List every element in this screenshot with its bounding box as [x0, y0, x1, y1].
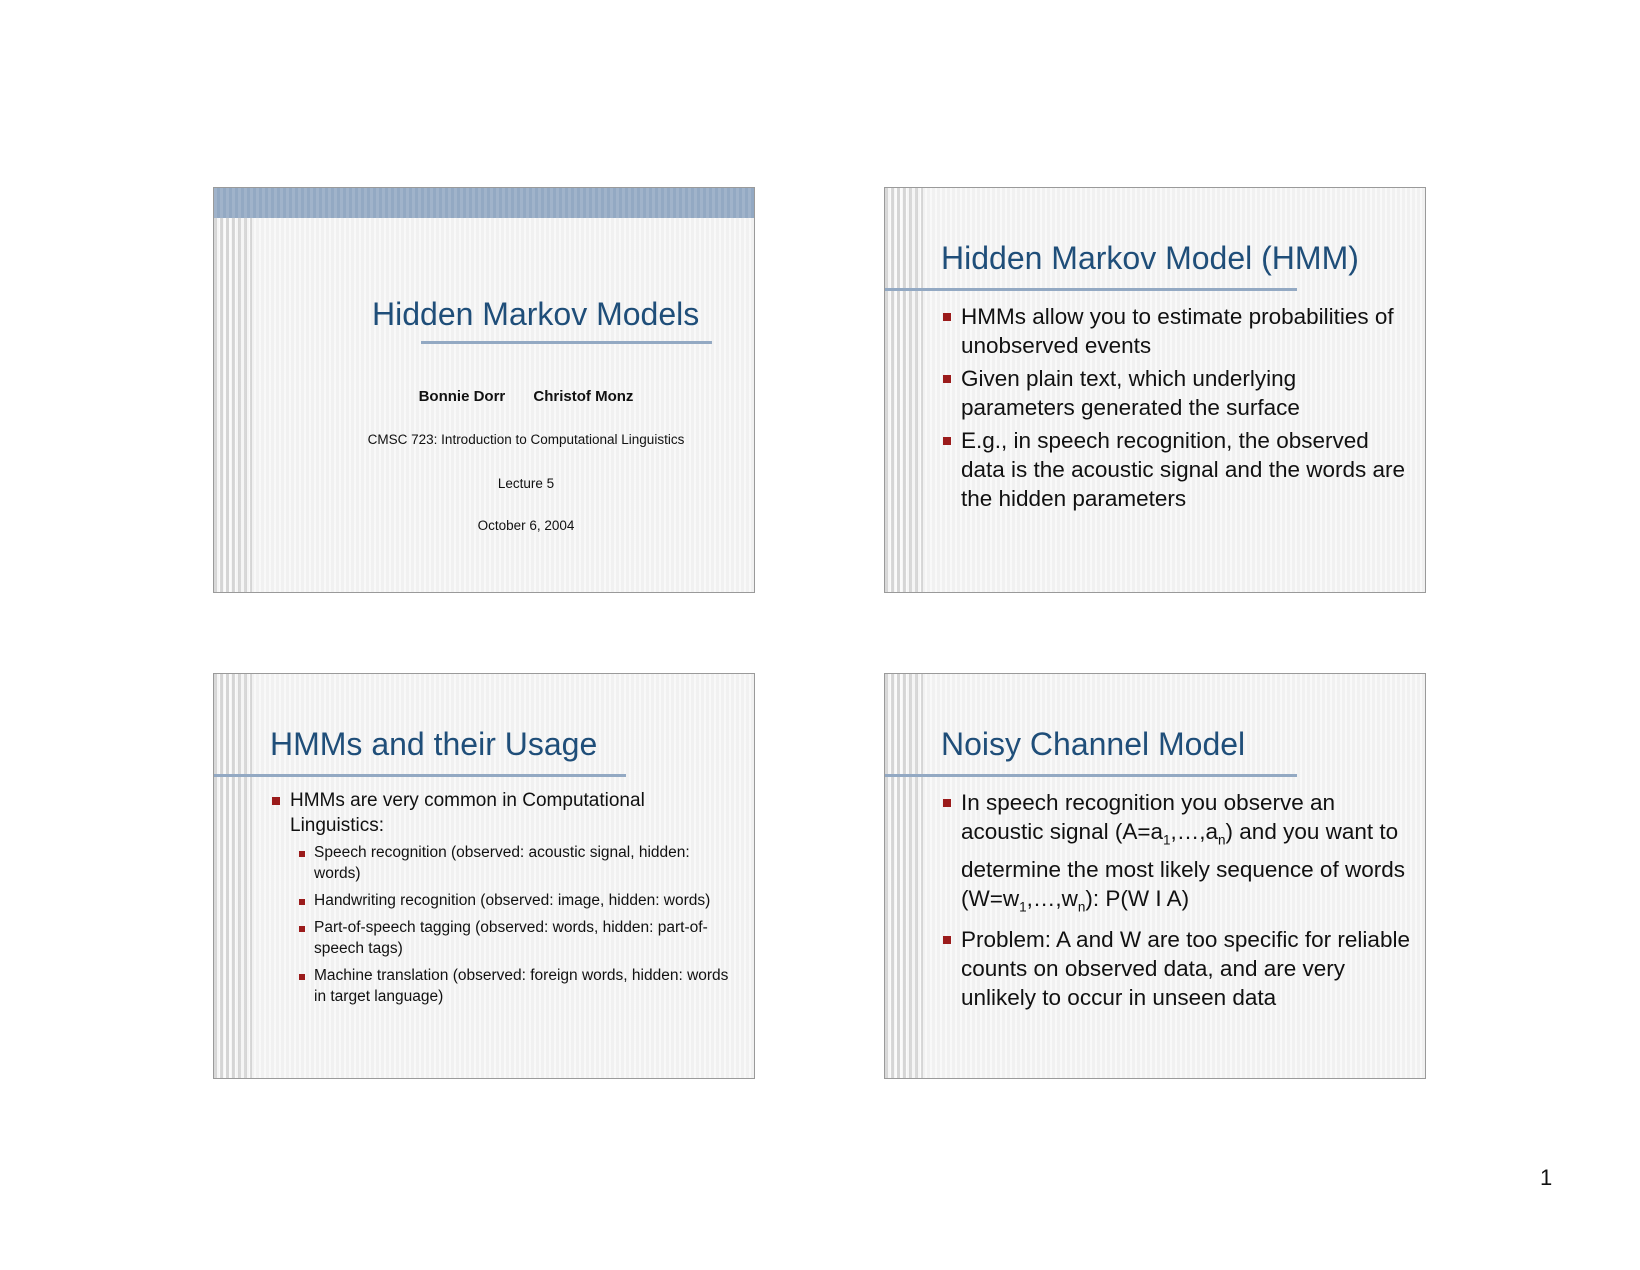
- author-1: Bonnie Dorr: [418, 388, 506, 405]
- slide-title: [213, 187, 755, 593]
- slide-title-text: HMMs and their Usage: [270, 726, 598, 762]
- sub-list-item: Speech recognition (observed: acoustic signal, hidden: words): [314, 842, 730, 884]
- text-fragment: ): P(W I A): [1085, 885, 1190, 911]
- list-item: Problem: A and W are too specific for reliable counts on observed data, and are very unlikely to occur in unseen data: [941, 925, 1417, 1012]
- text-fragment: In speech recognition you observe an acoustic signal (A=a: [961, 790, 1335, 844]
- text-fragment: ) and you want to determine the most likely sequence of words (W=w: [961, 819, 1405, 911]
- sub-list: [290, 842, 730, 1007]
- title-underline: [421, 341, 712, 344]
- bullet-list: [941, 302, 1411, 517]
- text-fragment: ,…,w: [1026, 885, 1078, 911]
- subscript: n: [1077, 899, 1086, 914]
- slide-noisy-channel: [884, 673, 1426, 1079]
- bullet-list: [270, 788, 730, 1013]
- slide-hmm-definition: [884, 187, 1426, 593]
- list-item: [941, 788, 1417, 921]
- lecture-number: Lecture 5: [497, 476, 555, 491]
- slide-title-text: Hidden Markov Model (HMM): [941, 240, 1359, 276]
- page-number: 1: [1540, 1165, 1553, 1190]
- bullet-list: [941, 788, 1417, 1016]
- text-fragment: ,…,a: [1170, 819, 1219, 844]
- slide-hmm-usage: [213, 673, 755, 1079]
- slide-title-text: Hidden Markov Models: [372, 296, 700, 332]
- sub-list-item: Handwriting recognition (observed: image, hidden: words): [314, 890, 730, 911]
- sub-list-item: Part-of-speech tagging (observed: words, hidden: part-of-speech tags): [314, 917, 730, 959]
- list-item: E.g., in speech recognition, the observed data is the acoustic signal and the words are the hidden parameters: [941, 426, 1411, 513]
- subscript: 1: [1019, 899, 1027, 914]
- list-item: [270, 788, 730, 1007]
- title-underline: [885, 288, 1297, 291]
- author-2: Christof Monz: [533, 388, 634, 405]
- list-item: Given plain text, which underlying parameters generated the surface: [941, 364, 1411, 422]
- authors: [214, 388, 754, 405]
- slide-header-bar: [214, 188, 754, 218]
- list-item: HMMs allow you to estimate probabilities of unobserved events: [941, 302, 1411, 360]
- sub-list-item: Machine translation (observed: foreign words, hidden: words in target language): [314, 967, 729, 1005]
- title-underline: [214, 774, 626, 777]
- course-name: CMSC 723: Introduction to Computational Linguistics: [367, 432, 685, 447]
- title-underline: [885, 774, 1297, 777]
- slide-title-text: Noisy Channel Model: [941, 726, 1246, 762]
- list-item-text: HMMs are very common in Computational Linguistics:: [290, 790, 645, 836]
- subscript: n: [1218, 832, 1226, 848]
- subscript: 1: [1162, 832, 1171, 848]
- lecture-date: October 6, 2004: [477, 518, 575, 533]
